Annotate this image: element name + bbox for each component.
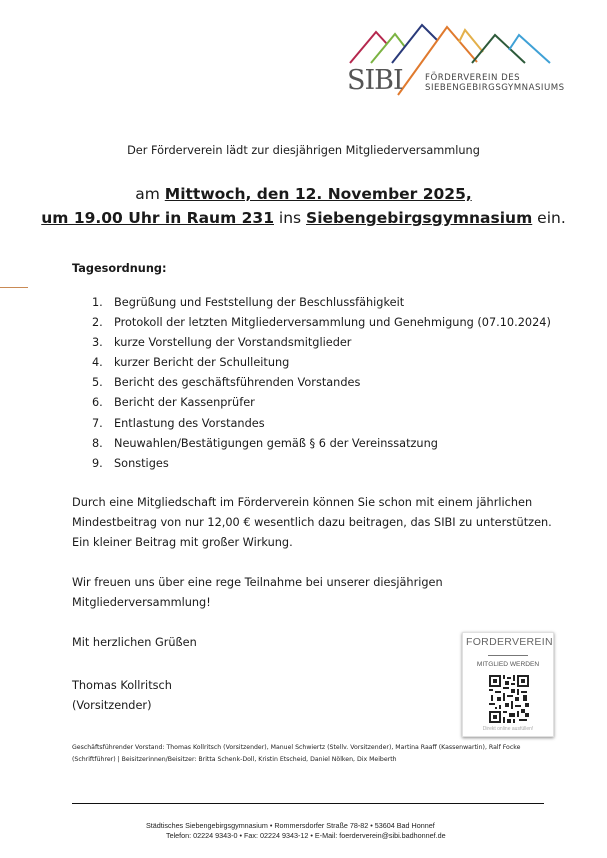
board-line: (Schriftführer) | Beisitzerinnen/Beisitzer: Britta Schenk-Doll, Kristin Etscheid, Daniel Nölken, Dix Meiberth [72,756,397,763]
paragraph-line: Mindestbeitrag von nur 12,00 € wesentlich dazu beitragen, das SIBI zu unterstützen. [72,516,552,529]
meeting-time-room: um 19.00 Uhr in Raum 231 [41,209,274,227]
mountain-line [371,34,405,63]
agenda-item-text: Entlastung des Vorstandes [114,416,265,430]
agenda-item-number: 2. [92,316,103,330]
agenda-item-number: 8. [92,436,103,450]
logo-subtitle-line1: FÖRDERVEREIN DES [425,73,521,83]
closing-greeting: Mit herzlichen Grüßen [72,636,197,649]
signer-name: Thomas Kollritsch [72,679,172,692]
agenda-item [92,414,551,434]
board-line: Geschäftsführender Vorstand: Thomas Kollritsch (Vorsitzender), Manuel Schwiertz (Stellv. Vorsitzender), Martina Raaff (Kassenwartin), Ralf Focke [72,744,521,751]
qr-code-icon[interactable] [489,675,529,723]
agenda-item-number: 7. [92,416,103,430]
paragraph-line: Ein kleiner Beitrag mit großer Wirkung. [72,536,293,549]
agenda-item-number: 1. [92,296,103,309]
agenda-title: Tagesordnung: [72,262,167,275]
logo-subtitle-line2: SIEBENGEBIRGSGYMNASIUMS [425,83,565,93]
paragraph-line: Durch eine Mitgliedschaft im Förderverein können Sie schon mit einem jährlichen [72,496,533,509]
paragraph-line: Mitgliederversammlung! [72,596,211,609]
agenda-item-number: 3. [92,336,103,350]
membership-qr-card[interactable] [462,632,554,737]
qr-card-footer: Direkt online ausfüllen! [482,726,534,732]
agenda-item [92,293,551,313]
agenda-item [92,353,551,373]
agenda-item-number: 6. [92,396,103,410]
page-footer [0,821,607,840]
mountain-line [509,35,550,63]
footer-contact: Telefon: 02224 9343-0 • Fax: 02224 9343-12 • E-Mail: foerderverein@sibi.badhonnef.de [166,830,446,840]
intro-text: Der Förderverein lädt zur diesjährigen Mitgliederversammlung [127,144,480,157]
agenda-item [92,333,551,353]
membership-paragraph [72,493,552,553]
agenda-item-text: Protokoll der letzten Mitgliederversammlung und Genehmigung (07.10.2024) [114,316,551,330]
margin-fold-mark [0,287,28,288]
meeting-venue: Siebengebirgsgymnasium [306,209,533,227]
signer-role: (Vorsitzender) [72,699,152,712]
invite-paragraph [72,573,443,613]
agenda-item-number: 4. [92,356,103,370]
agenda-item-text: kurze Vorstellung der Vorstandsmitglieder [114,336,352,350]
headline-prefix: am [135,185,165,203]
agenda-item-text: Begrüßung und Feststellung der Beschlussfähigkeit [114,296,405,309]
mountain-line [459,30,483,52]
agenda-item [92,393,551,413]
qr-card-subtitle: MITGLIED WERDEN [476,661,540,668]
agenda-item [92,373,551,393]
agenda-item-number: 9. [92,456,103,470]
agenda-item [92,434,551,454]
logo-subtitle [425,73,565,93]
agenda-item-number: 5. [92,376,103,390]
agenda-item-text: kurzer Bericht der Schulleitung [114,356,290,370]
agenda-item-text: Neuwahlen/Bestätigungen gemäß § 6 der Vereinssatzung [114,436,438,450]
board-members [72,742,592,766]
meeting-date: Mittwoch, den 12. November 2025, [164,185,472,203]
headline-line1 [0,182,607,206]
mountain-line [392,25,437,63]
agenda-item-text: Bericht der Kassenprüfer [114,396,255,410]
agenda-list [92,293,551,474]
signature-block [72,676,172,716]
agenda-item-text: Sonstiges [114,456,169,470]
logo-wordmark: SIBI [347,65,403,96]
headline-middle: ins [273,209,307,227]
agenda-item-text: Bericht des geschäftsführenden Vorstandes [114,376,361,390]
qr-card-title: FORDERVEREIN [466,636,553,648]
agenda-item [92,313,551,333]
qr-card-divider [488,655,528,656]
headline-line2 [0,206,607,230]
mountain-line [350,32,387,63]
footer-divider [72,803,544,804]
paragraph-line: Wir freuen uns über eine rege Teilnahme bei unserer diesjährigen [72,576,443,589]
meeting-headline [0,182,607,230]
agenda-item [92,454,551,474]
footer-address: Städtisches Siebengebirgsgymnasium • Rommersdorfer Straße 78-82 • 53604 Bad Honnef [146,821,435,830]
headline-suffix: ein. [532,209,566,227]
